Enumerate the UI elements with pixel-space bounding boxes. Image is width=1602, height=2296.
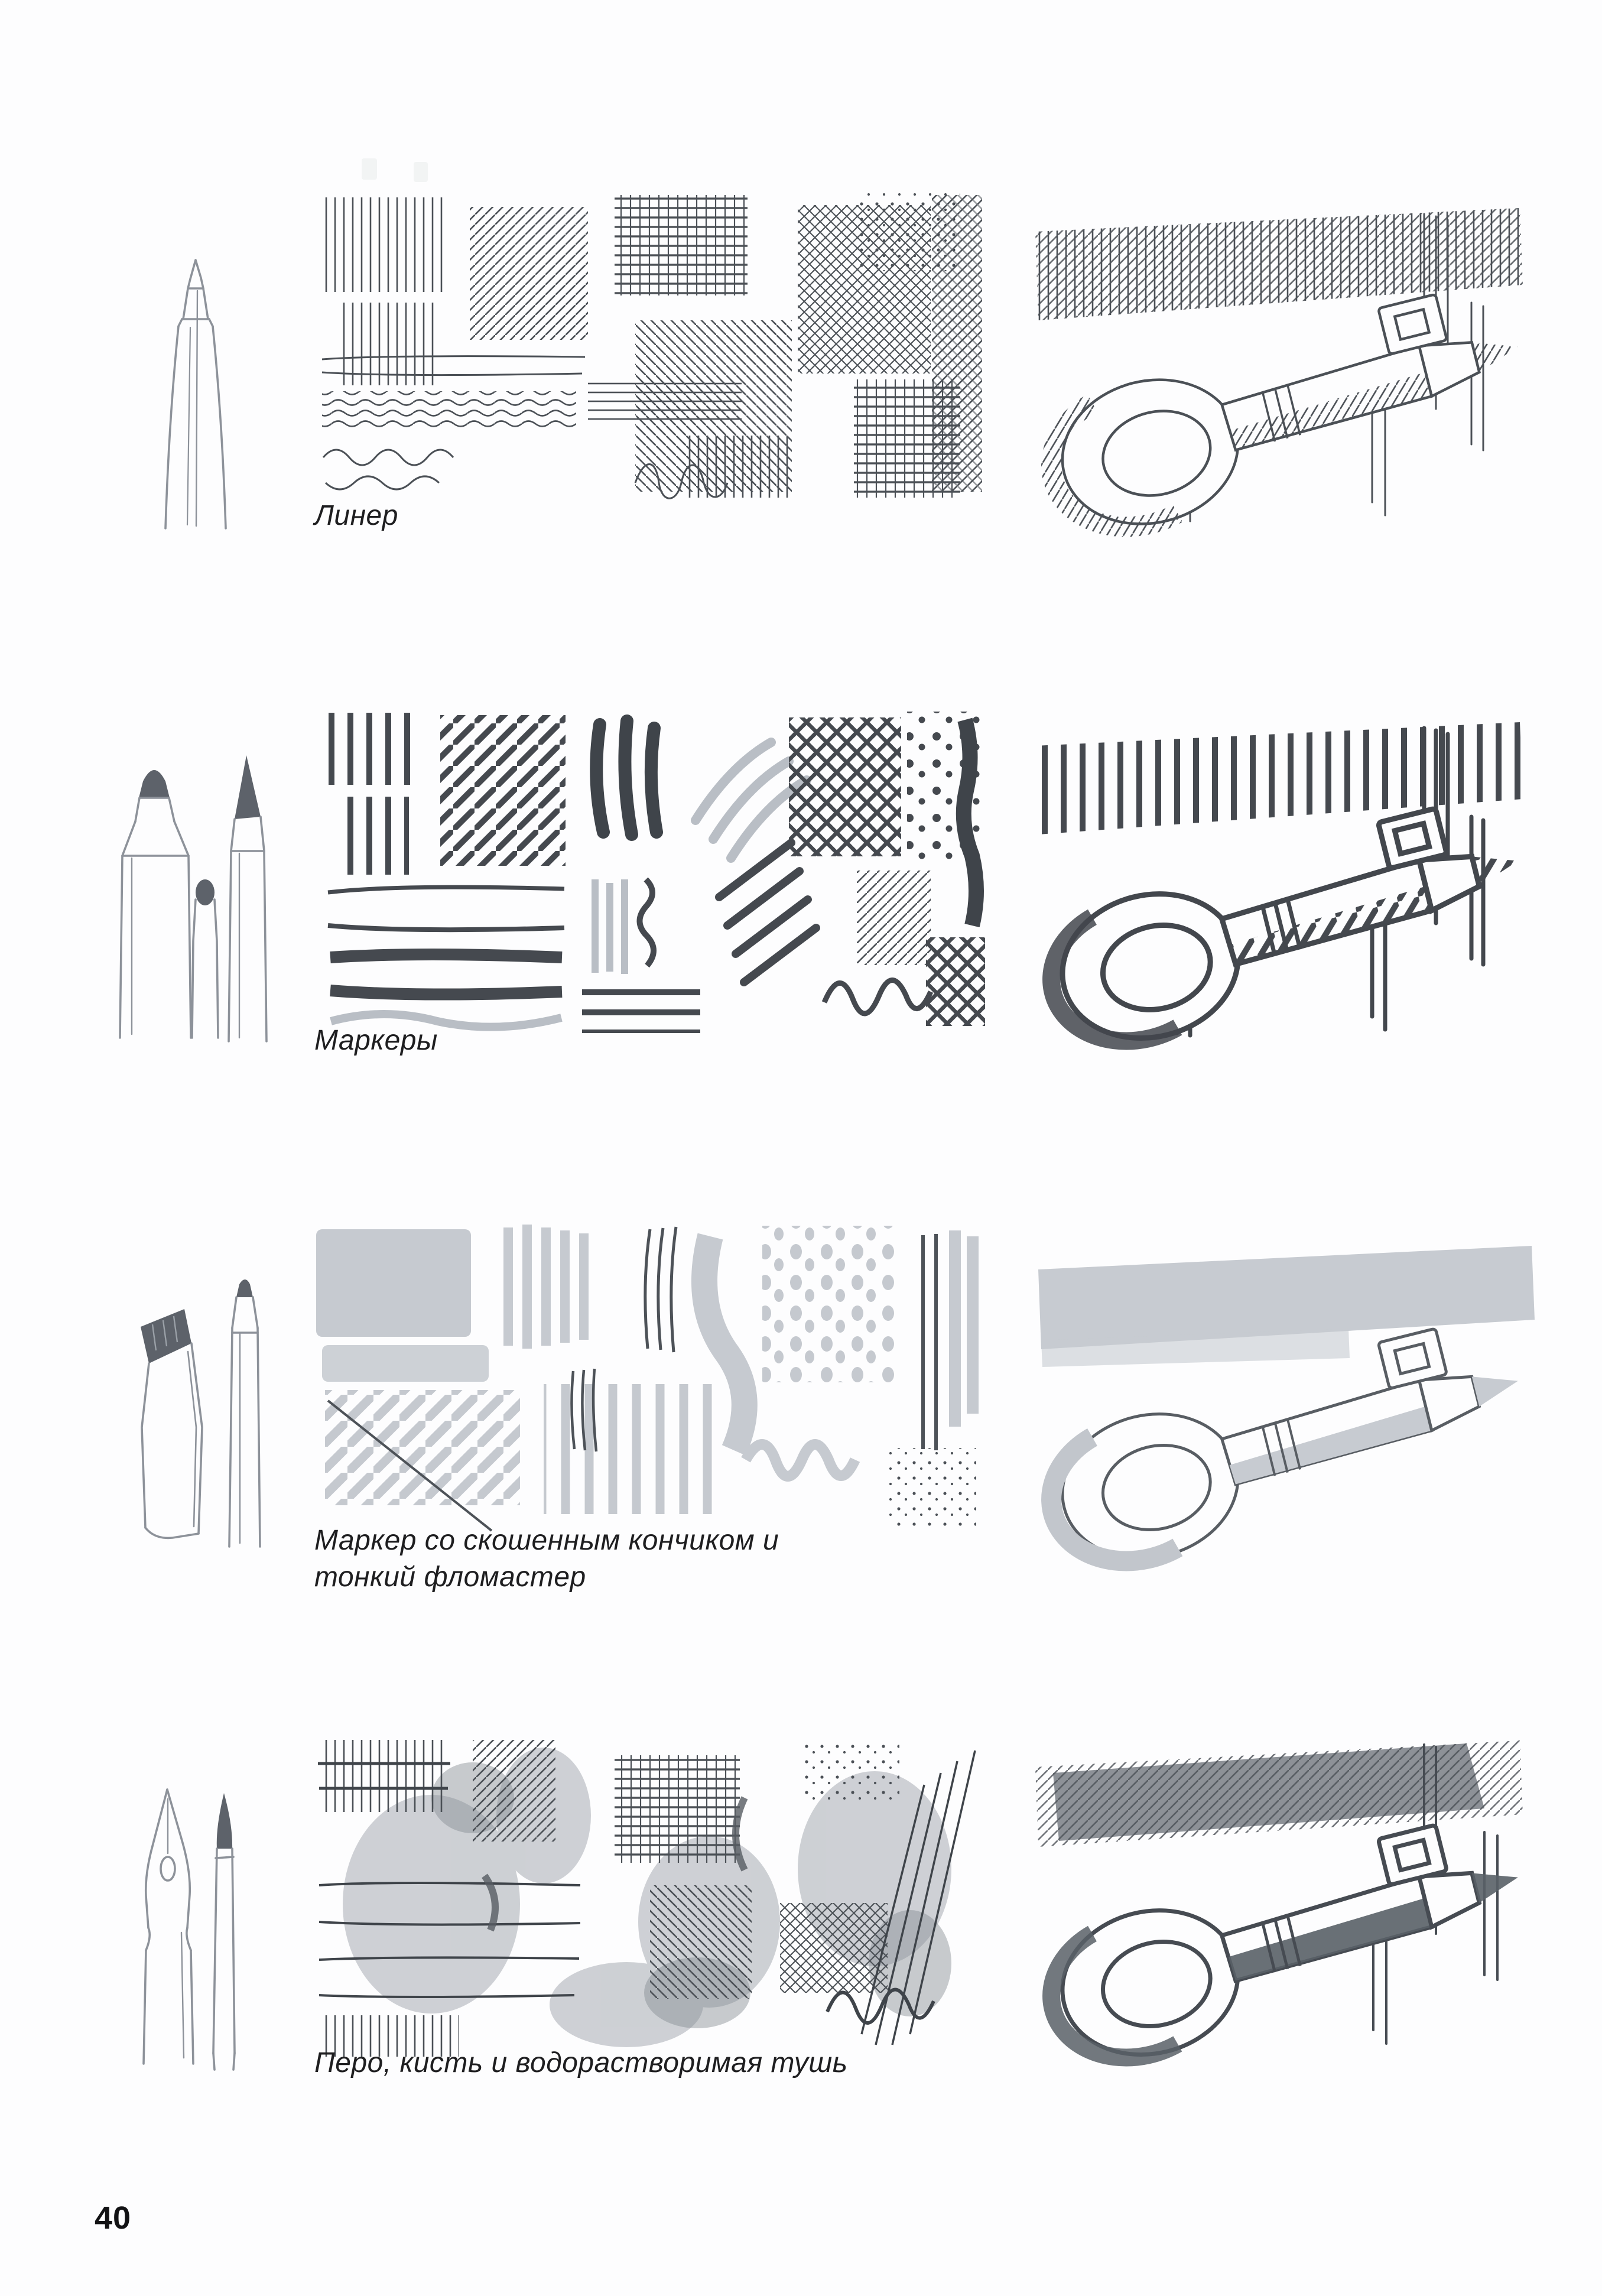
key-drawn-with-liner: [1018, 195, 1538, 526]
dip-pen-and-brush-sketch: [115, 1773, 257, 2080]
liner-pen-sketch: [131, 248, 273, 556]
caption-markers: Маркеры: [314, 1025, 438, 1056]
markers-sketch: [98, 703, 275, 1046]
liner-stroke-samples: [304, 184, 984, 504]
key-drawn-with-markers: [1018, 709, 1538, 1040]
chisel-marker-stroke-samples: [295, 1213, 981, 1532]
key-drawn-with-gray-marker: [1018, 1222, 1549, 1553]
caption-liner: Линер: [314, 500, 398, 531]
key-drawn-with-ink-wash: [1018, 1720, 1549, 2063]
marker-stroke-samples: [304, 702, 990, 1033]
page-number: 40: [95, 2200, 132, 2236]
caption-pen-brush-ink: Перо, кисть и водорастворимая тушь: [314, 2047, 848, 2079]
faint-print-mark: [414, 162, 428, 182]
caption-chisel-marker: Маркер со скошенным кончиком и тонкий фломастер: [314, 1525, 779, 1593]
chisel-marker-and-fine-felt-tip-sketch: [118, 1250, 272, 1563]
pen-brush-ink-samples: [295, 1727, 987, 2058]
faint-print-mark: [362, 158, 377, 180]
